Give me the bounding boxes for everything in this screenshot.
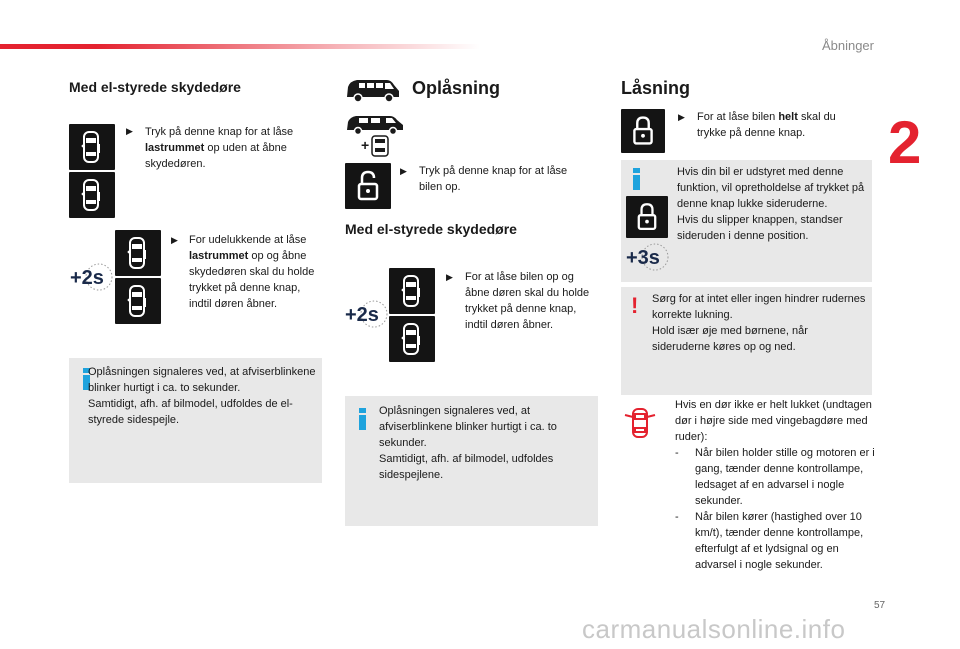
right-warning-box [621,287,872,395]
list-dash: - [675,511,679,523]
left-step1-text: Tryk på denne knap for at låse lastrummet op uden at åbne skydedøren. [145,126,294,170]
lock-button-icon [626,196,668,238]
chapter-title: Åbninger [821,38,874,53]
side-door-button-icon [69,172,115,218]
right-info-text: Hvis din bil er udstyret med denne funktion, vil opretholdelse af trykket på denne knap lukke sideruderne. Hvis du slipper knappen, standser sideruden i denne position. [677,166,865,242]
svg-text:+: + [361,137,370,153]
van-icon [345,77,401,105]
bullet-arrow: ▶︎ [126,126,133,136]
side-door-button-icon [389,268,435,314]
door-plus-icon [361,134,391,158]
left-info-text: Oplåsningen signaleres ved, at afviserblinkene blinker hurtigt i ca. to sekunder. Samtidigt, afh. af bilmodel, udfoldes de el-styrede sidespejle. [88,366,316,426]
door-open-warning-icon [621,403,661,443]
hold-2s-icon [66,262,116,292]
right-warning-text: Sørg for at intet eller ingen hindrer rudernes korrekte lukning. Hold især øje med børnene, når sideruderne køres op og ned. [652,293,866,353]
svg-text:+3s: +3s [626,247,660,269]
left-heading: Med el-styrede skydedøre [69,79,241,95]
header-accent-bar [0,44,480,49]
unlock-button-icon [345,163,391,209]
bullet-arrow: ▶︎ [400,166,407,176]
hold-2s-icon [341,299,391,329]
side-door-button-icon [115,230,161,276]
middle-info-text: Oplåsningen signaleres ved, at afviserblinkene blinker hurtigt i ca. to sekunder. Samtidigt, afh. af bilmodel, udfoldes sidespejlene. [379,405,557,481]
list-item: Når bilen kører (hastighed over 10 km/t), tænder denne kontrollampe, efterfulgt af et lydsignal og en advarsel i nogle sekunder. [695,511,864,571]
page-number: 57 [874,600,886,611]
lock-button-icon [621,109,665,153]
side-door-button-icon [69,124,115,170]
middle-info-box [345,396,598,526]
svg-text:+2s: +2s [70,267,104,289]
middle-subheading: Med el-styrede skydedøre [345,221,517,237]
right-door-text: Hvis en dør ikke er helt lukket (undtagen dør i højre side med vingebagdøre med ruder): [675,399,872,443]
list-item: Når bilen holder stille og motoren er i gang, tænder denne kontrollampe, ledsaget af en advarsel i nogle sekunder. [695,447,875,507]
bullet-arrow: ▶︎ [171,235,178,245]
side-door-button-icon [115,278,161,324]
hold-3s-icon [622,242,672,272]
right-heading: Låsning [621,78,691,98]
right-step1-text: For at låse bilen helt skal du trykke på denne knap. [697,111,836,139]
middle-step1-text: Tryk på denne knap for at låse bilen op. [419,165,568,193]
info-icon [632,168,641,190]
chapter-number: 2 [888,109,922,176]
left-step2-text: For udelukkende at låse lastrummet op og åbne skydedøren skal du holde trykket på denne knap, indtil døren åbner. [189,234,315,310]
watermark: carmanualsonline.info [582,614,846,644]
right-info-box [621,160,872,282]
middle-step2-text: For at låse bilen op og åbne døren skal du holde trykket på denne knap, indtil døren åbner. [465,271,590,331]
list-dash: - [675,447,679,459]
info-icon [358,408,367,430]
middle-heading: Oplåsning [412,78,501,98]
bullet-arrow: ▶︎ [446,272,453,282]
bullet-arrow: ▶︎ [678,112,685,122]
side-door-button-icon [389,316,435,362]
warning-icon: ! [631,293,639,318]
left-info-box [69,358,322,483]
svg-text:+2s: +2s [345,304,379,326]
